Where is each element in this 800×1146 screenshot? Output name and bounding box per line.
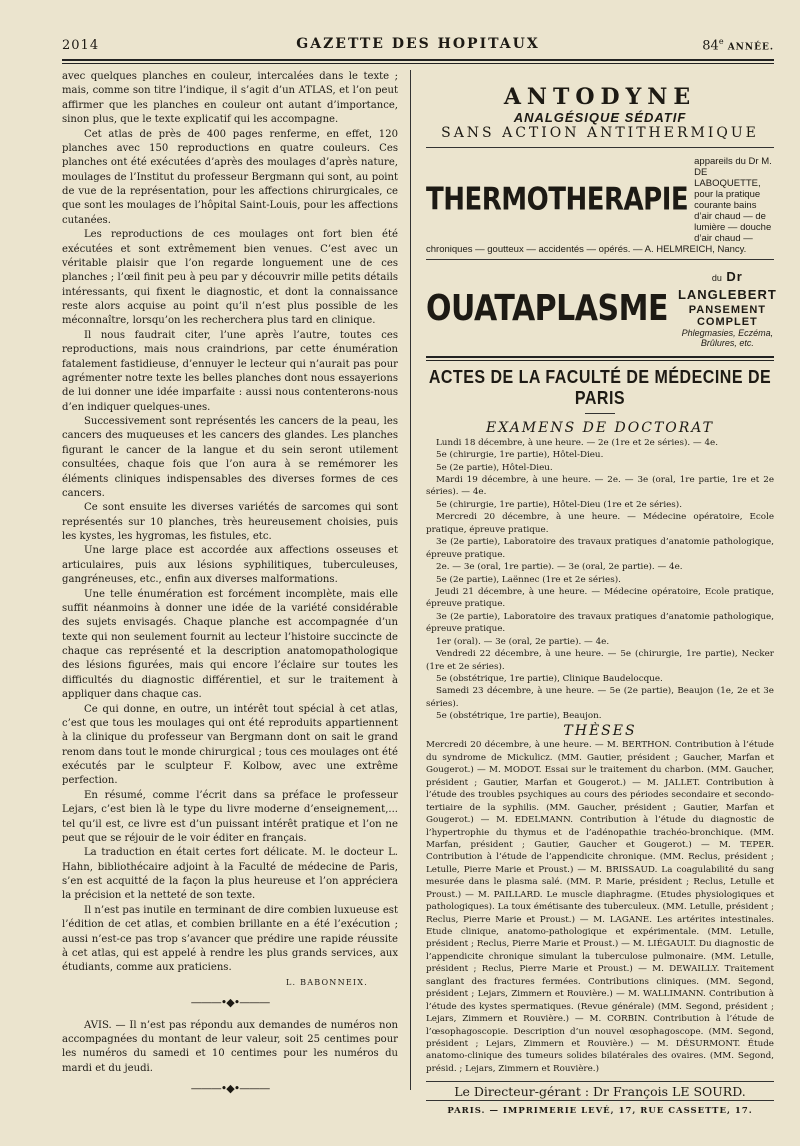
exam-line: 5e (obstétrique, 1re partie), Beaujon.: [436, 711, 602, 722]
exam-line: 5e (2e partie), Hôtel-Dieu.: [436, 462, 553, 473]
exams-title: EXAMENS DE DOCTORAT: [486, 420, 714, 436]
exam-line: Jeudi 21 décembre, à une heure. — Médecine opératoire, Ecole pratique, épreuve pratique.: [426, 586, 774, 610]
ornament-divider: ———•◆•———: [190, 996, 270, 1009]
paragraph: Il n’est pas inutile en terminant de dire combien luxueuse est l’édition de cet atlas, et combien brillante en a été l’exécution ; aussi n’est-ce pas trop s’avancer que prédire une rapide réussite à cet atlas, qui est appelé à rendre les plus grands services, aux étudiants, comme aux praticiens.: [62, 904, 398, 974]
left-column: [62, 70, 398, 1105]
page-number: 2014: [62, 38, 100, 53]
paragraph: La traduction en était certes fort délicate. M. le docteur L. Hahn, bibliothécaire adjoint à la Faculté de médecine de Paris, s’en est acquitté de la façon la plus heureuse et l’on appréciera la précision et la netteté de son texte.: [62, 847, 398, 902]
column-separator: [410, 70, 411, 1090]
advert-antodyne: [426, 84, 774, 141]
section-title: ACTES DE LA FACULTÉ DE MÉDECINE DE PARIS: [428, 368, 772, 409]
exam-line: 5e (2e partie), Laënnec (1re et 2e séries).: [436, 574, 621, 585]
ad-rule: [426, 147, 774, 148]
short-rule: [585, 413, 615, 414]
faculty-acts: [426, 422, 774, 1075]
year-label: 84e ANNÉE.: [702, 37, 774, 54]
page-header: [62, 34, 774, 56]
paragraph: Il nous faudrait citer, l’une après l’autre, toutes ces reproductions, mais nous craindrions, par cette énumération fatalement fastidieuse, d’ennuyer le lecteur qui n’aurait pas pour agrémenter notre texte les belles planches dont nous essayerions de lui donner une idée imparfaite : aussi nous contenterons-nous d’en indiquer quelques-unes.: [62, 329, 398, 413]
advert-thermotherapie: [426, 156, 774, 244]
paragraph: Cet atlas de près de 400 pages renferme, en effet, 120 planches avec 150 reproductions en quatre couleurs. Ces planches ont été exécutées d’après des moulages d’après nature, moulages de l’Institut du professeur Bergmann qui sont, au point de vue de la représentation, pour les affections chirurgicales, ce que sont les moulages de l’hôpital Saint-Louis, pour les affections cutanées.: [62, 128, 398, 226]
ad-rule: [426, 259, 774, 260]
paragraph: Une telle énumération est forcément incomplète, mais elle suffit néanmoins à donner une idée de la variété considérable des sujets envisagés. Chaque planche est accompagnée d’un texte qui non seulement fournit au lecteur l’histoire succincte de chaque cas représenté et la description anatomopathologique des lésions figurées, mais qui encore l’éclaire sur toutes les difficultés du diagnostic différentiel, et sur le traitement à appliquer dans chaque cas.: [62, 588, 398, 701]
thermo-details: appareils du Dr M. DE LABOQUETTE, pour la pratique courante bains d’air chaud — de lumière — douche d’air chaud —: [694, 156, 772, 244]
exam-line: Vendredi 22 décembre, à une heure. — 5e (chirurgie, 1re partie), Necker (1re et 2e séries).: [426, 649, 774, 672]
section-rule: [426, 356, 774, 358]
paragraph: Ce qui donne, en outre, un intérêt tout spécial à cet atlas, c’est que tous les moulages qui ont été reproduits appartiennent à la clinique du professeur van Bergmann dont on sait le grand renom dans tout le monde chirurgical ; tous ces moulages ont été exécutés par le sculpteur F. Kolbow, avec une extrême perfection.: [62, 703, 398, 787]
exam-line: 5e (chirurgie, 1re partie), Hôtel-Dieu.: [436, 450, 604, 461]
theses-text: Mercredi 20 décembre, à une heure. — M. BERTHON. Contribution à l’étude du syndrome de Mickulicz. (MM. Gautier, président ; Gaucher, Marfan et Gougerot.) — M. MODOT. Essai sur le traitement du charbon. (MM. Gaucher, président ; Gautier, Marfan et Gougerot.) — M. JALLET. Contribution à l’étude des troubles psychiques au cours des périodes secondaire et secondo-tertiaire de la syphilis. (MM. Gaucher, président ; Gautier, Marfan et Gougerot.) — M. EDELMANN. Contribution à l’étude du diagnostic de l’hypertrophie du thymus et de l’adénopathie trachéo-bronchique. (MM. Marfan, président ; Gautier, Gaucher et Gougerot.) — M. TEPER. Contribution à l’étude de l’appendicite chronique. (MM. Reclus, président ; Letulle, Pierre Marie et Proust.) — M. BRISSAUD. La coagulabilité du sang mesurée dans le plasma salé. (MM. P. Marie, président ; Reclus, Letulle et Proust.) — M. PAILLARD. Le muscle diaphragme. (Etudes physiologiques et pathologiques). La toux émétisante des tuberculeux. (MM. Letulle, président ; Reclus, Pierre Marie et Proust.) — M. LAGANE. Les artérites intestinales. Etude clinique, anatomo-pathologique et expérimentale. (MM. Letulle, président ; Reclus, Pierre Marie et Proust.) — M. LIÉGAULT. Du diagnostic de l’appendicite chronique simulant la tuberculose pulmonaire. (MM. Letulle, président ; Reclus, Pierre Marie et Proust.) — M. DEWAILLY. Traitement sanglant des fractures fermées. Contributions cliniques. (MM. Segond, président ; Lejars, Zimmern et Rouvière.) — M. WALLIMANN. Contribution à l’étude des kystes spermatiques. (Revue générale) (MM. Segond, président ; Lejars, Zimmern et Rouvière.) — M. CORBIN. Contribution à l’étude de l’œsophagoscopie. Description d’un nouvel œsophagoscope. (MM. Segond, président ; Lejars, Zimmern et Rouvière.) — M. DÉSURMONT. Étude anatomo-clinique des tumeurs solides bilatérales des ovaires. (MM. Segond, présid. ; Lejars, Zimmern et Rouvière.): [426, 740, 774, 1074]
thermo-line: chroniques — goutteux — accidentés — opérés. — A. HELMREICH, Nancy.: [426, 244, 747, 255]
exam-line: 5e (obstétrique, 1re partie), Clinique Baudelocque.: [436, 674, 663, 685]
advert-ouataplasme: [426, 268, 777, 348]
header-rule-thin: [62, 63, 774, 64]
journal-title: GAZETTE DES HOPITAUX: [296, 36, 540, 52]
thermo-title: THERMOTHERAPIE: [426, 182, 689, 218]
theses-title: THÈSES: [563, 722, 637, 739]
analgesique-line: ANALGÉSIQUE SÉDATIF: [513, 110, 687, 125]
ornament-divider: ———•◆•———: [190, 1082, 270, 1096]
paragraph: En résumé, comme l’écrit dans sa préface le professeur Lejars, c’est bien là le type du livre moderne d’enseignement,... tel qu’il est, ce livre est d’un puissant intérêt pratique et l’on ne peut que se réjouir de le voir éditer en français.: [62, 789, 398, 844]
exam-line: 3e (2e partie), Laboratoire des travaux pratiques d’anatomie pathologique, épreuve pratique.: [426, 537, 774, 560]
exam-line: Mardi 19 décembre, à une heure. — 2e. — 3e (oral, 1re partie, 1re et 2e séries). — 4e.: [426, 475, 774, 498]
paragraph: Ce sont ensuite les diverses variétés de sarcomes qui sont représentés sur 10 planches, très heureusement choisies, puis les kystes, les hygromas, les fistules, etc.: [62, 502, 398, 542]
paragraph: Successivement sont représentés les cancers de la peau, les cancers des muqueuses et les cancers des glandes. Les planches figurant le cancer de la langue et du sein seront utilement consultées, chaque fois que l’on aura à se remémorer les éléments cliniques indispensables des diverses formes de ces cancers.: [62, 416, 398, 499]
exam-line: 2e. — 3e (oral, 1re partie). — 3e (oral, 2e partie). — 4e.: [436, 562, 683, 573]
exam-line: Lundi 18 décembre, à une heure. — 2e (1re et 2e séries). — 4e.: [436, 437, 718, 448]
antodyne-title: ANTODYNE: [503, 84, 697, 110]
exam-line: Samedi 23 décembre, à une heure. — 5e (2e partie), Beaujon (1e, 2e et 3e séries).: [426, 686, 774, 709]
sans-action-line: SANS ACTION ANTITHERMIQUE: [441, 125, 759, 141]
exam-line: 1er (oral). — 3e (oral, 2e partie). — 4e.: [436, 636, 610, 647]
paragraph: Une large place est accordée aux affections osseuses et articulaires, puis aux lésions syphilitiques, tuberculeuses, gangréneuses, etc., enfin aux diverses malformations.: [62, 545, 398, 586]
exam-line: 3e (2e partie), Laboratoire des travaux pratiques d’anatomie pathologique, épreuve pratique.: [426, 611, 774, 635]
header-rule: [62, 59, 774, 61]
right-column: [426, 70, 777, 1117]
avis-notice: AVIS. — Il n’est pas répondu aux demandes de numéros non accompagnées du montant de leur valeur, soit 25 centimes pour les numéros du samedi et 10 centimes pour les numéros du mardi et du jeudi.: [62, 1019, 398, 1074]
paragraph: Les reproductions de ces moulages ont fort bien été exécutées et sont extrêmement bien venues. C’est avec un véritable plaisir que l’on regarde longuement une de ces planches ; l’œil finit peu à peu par y découvrir mille petits détails intéressants, qui fixent le diagnostic, et dont la connaissance reste alors acquise au point qu’il n’est plus possible de les méconnaître, lorsqu’on les recherchera plus tard en clinique.: [62, 229, 398, 327]
printer-line: PARIS. — IMPRIMERIE LEVÉ, 17, RUE CASSETTE, 17.: [447, 1106, 753, 1117]
author-signature: L. BABONNEIX.: [286, 977, 368, 987]
section-rule-thin: [426, 360, 774, 361]
paragraph: avec quelques planches en couleur, intercalées dans le texte ; mais, comme son titre l’indique, il s’agit d’un ATLAS, et l’on peut affirmer que les planches en couleur ont autant d’importance, sinon plus, que le texte explicatif qui les accompagne.: [62, 71, 398, 126]
exam-line: Mercredi 20 décembre, à une heure. — Médecine opératoire, Ecole pratique, épreuve pratique.: [426, 512, 774, 535]
exam-line: 5e (chirurgie, 1re partie), Hôtel-Dieu (1re et 2e séries).: [436, 499, 682, 510]
directeur-gerant: Le Directeur-gérant : Dr François LE SOURD.: [426, 1081, 774, 1101]
ouata-details: du Dr LANGLEBERT PANSEMENT COMPLET Phlegmasies, Eczéma, Brûlures, etc.: [677, 269, 777, 348]
ouata-title: OUATAPLASME: [426, 287, 668, 329]
